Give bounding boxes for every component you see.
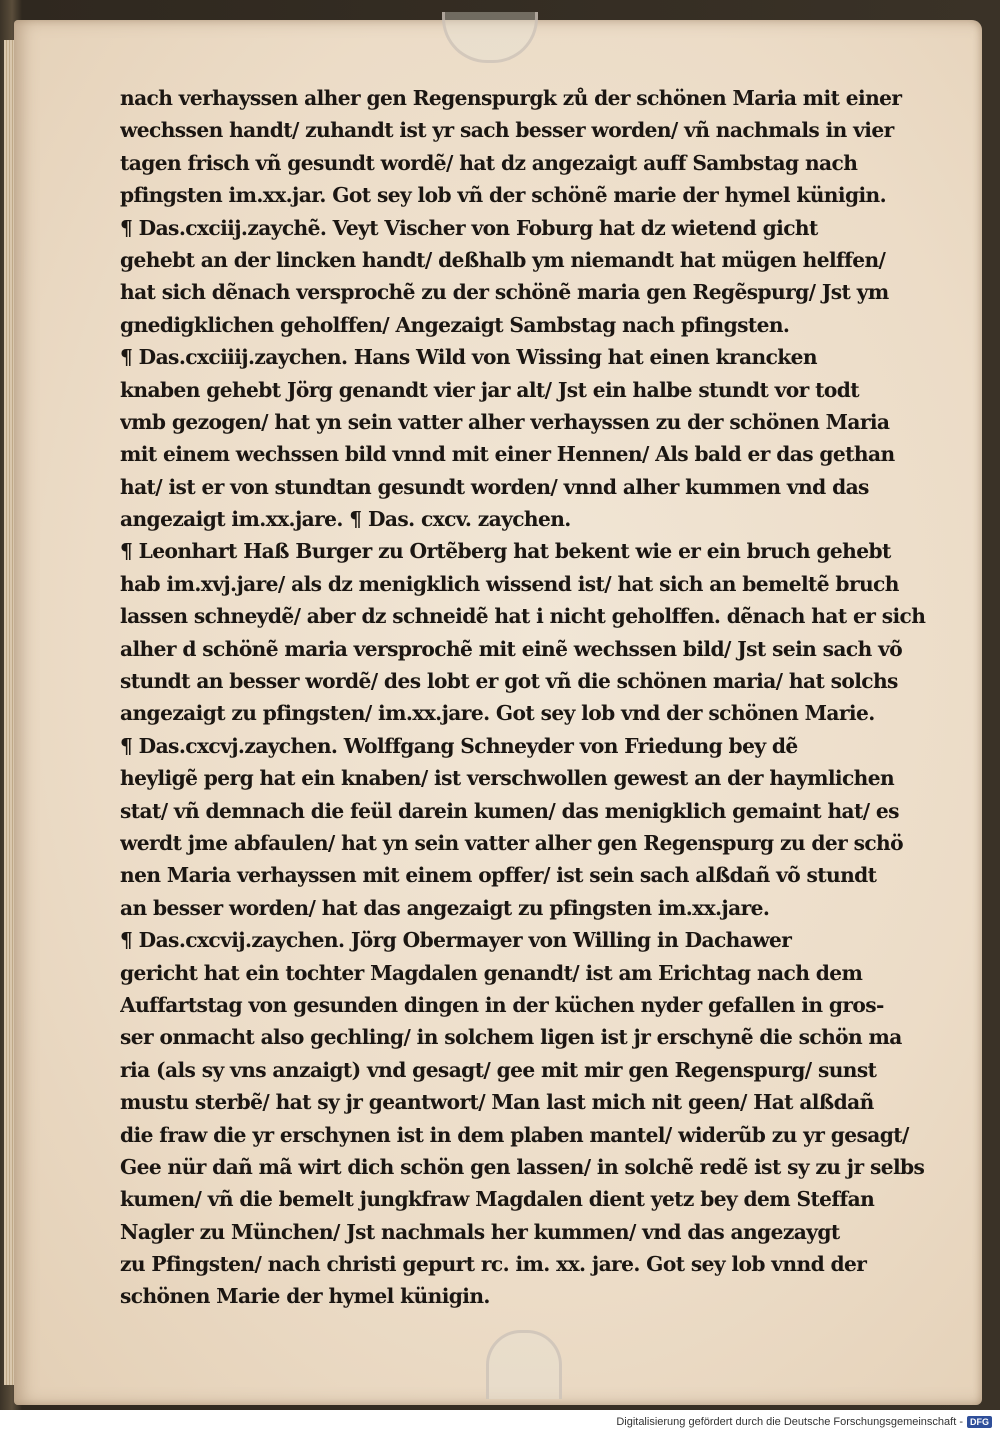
text-line: hat sich dẽnach versprochẽ zu der schönẽ maria gen Regẽspurg/ Jst ym [120,280,889,305]
text-line: angezaigt zu pfingsten/ im.xx.jare. Got sey lob vnd der schönen Marie. [120,701,875,726]
text-line: hat/ ist er von stundtan gesundt worden/ vnnd alher kummen vnd das [120,474,869,499]
text-line: alher d schönẽ maria versprochẽ mit einẽ wechssen bild/ Jst sein sach võ [120,636,903,661]
text-line: lassen schneydẽ/ aber dz schneidẽ hat i nicht geholffen. dẽnach hat er sich [120,604,926,629]
text-line: mit einem wechssen bild vnnd mit einer Hennen/ Als bald er das gethan [120,442,895,467]
text-line: Nagler zu München/ Jst nachmals her kummen/ vnd das angezaygt [120,1219,840,1244]
text-line: angezaigt im.xx.jare. ¶ Das. cxcv. zaychen. [120,507,571,532]
footer-bar [0,1410,1000,1434]
text-line: pfingsten im.xx.jar. Got sey lob vñ der schönẽ marie der hymel künigin. [120,183,887,208]
footer-credit: Digitalisierung gefördert durch die Deutsche Forschungsgemeinschaft - [616,1416,963,1428]
text-line: gericht hat ein tochter Magdalen genandt/ ist am Erichtag nach dem [120,960,863,985]
text-line: stat/ vñ demnach die feül darein kumen/ das menigklich gemaint hat/ es [120,798,899,823]
text-line: ¶ Das.cxciiij.zaychen. Hans Wild von Wissing hat einen krancken [120,345,817,370]
text-line: gehebt an der lincken handt/ deßhalb ym niemandt hat mügen helffen/ [120,247,886,272]
text-line: knaben gehebt Jörg genandt vier jar alt/ Jst ein halbe stundt vor todt [120,377,859,402]
text-line: ria (als sy vns anzaigt) vnd gesagt/ gee mit mir gen Regenspurg/ sunst [120,1057,877,1082]
dfg-logo: DFG [967,1416,992,1428]
text-line: an besser worden/ hat das angezaigt zu pfingsten im.xx.jare. [120,895,770,920]
text-line: ¶ Das.cxcvj.zaychen. Wolffgang Schneyder von Friedung bey dẽ [120,733,798,758]
text-line: heyligẽ perg hat ein knaben/ ist verschwollen gewest an der haymlichen [120,766,895,791]
text-line: stundt an besser wordẽ/ des lobt er got vñ die schönen maria/ hat solchs [120,669,898,694]
text-line: kumen/ vñ die bemelt jungkfraw Magdalen dient yetz bey dem Steffan [120,1187,875,1212]
text-line: ¶ Das.cxciij.zaychẽ. Veyt Vischer von Foburg hat dz wietend gicht [120,215,818,240]
text-line: nen Maria verhayssen mit einem opffer/ ist sein sach alßdañ võ stundt [120,863,877,888]
page-text [120,82,938,1313]
text-line: schönen Marie der hymel künigin. [120,1284,490,1309]
text-line: mustu sterbẽ/ hat sy jr geantwort/ Man last mich nit geen/ Hat alßdañ [120,1090,874,1115]
text-line: tagen frisch vñ gesundt wordẽ/ hat dz angezaigt auff Sambstag nach [120,150,858,175]
text-line: ser onmacht also gechling/ in solchem ligen ist jr erschynẽ die schön ma [120,1025,902,1050]
text-line: hab im.xvj.jare/ als dz menigklich wissend ist/ hat sich an bemeltẽ bruch [120,571,899,596]
text-line: nach verhayssen alher gen Regenspurgk zů der schönen Maria mit einer [120,86,902,110]
text-line: vmb gezogen/ hat yn sein vatter alher verhayssen zu der schönen Maria [120,409,890,434]
text-line: die fraw die yr erschynen ist in dem plaben mantel/ widerũb zu yr gesagt/ [120,1122,909,1147]
text-line: zu Pfingsten/ nach christi gepurt rc. im. xx. jare. Got sey lob vnnd der [120,1252,867,1277]
text-line: Gee nür dañ mã wirt dich schön gen lassen/ in solchẽ redẽ ist sy zu jr selbs [120,1154,925,1179]
text-line: ¶ Das.cxcvij.zaychen. Jörg Obermayer von Willing in Dachawer [120,928,792,953]
text-line: Auffartstag von gesunden dingen in der küchen nyder gefallen in gros- [120,992,884,1017]
text-line: werdt jme abfaulen/ hat yn sein vatter alher gen Regenspurg zu der schö [120,830,903,855]
text-line: wechssen handt/ zuhandt ist yr sach besser worden/ vñ nachmals in vier [120,118,894,143]
page-clip-bottom [486,1330,562,1399]
text-line: gnedigklichen geholffen/ Angezaigt Sambstag nach pfingsten. [120,312,790,337]
text-line: ¶ Leonhart Haß Burger zu Ortẽberg hat bekent wie er ein bruch gehebt [120,539,891,564]
